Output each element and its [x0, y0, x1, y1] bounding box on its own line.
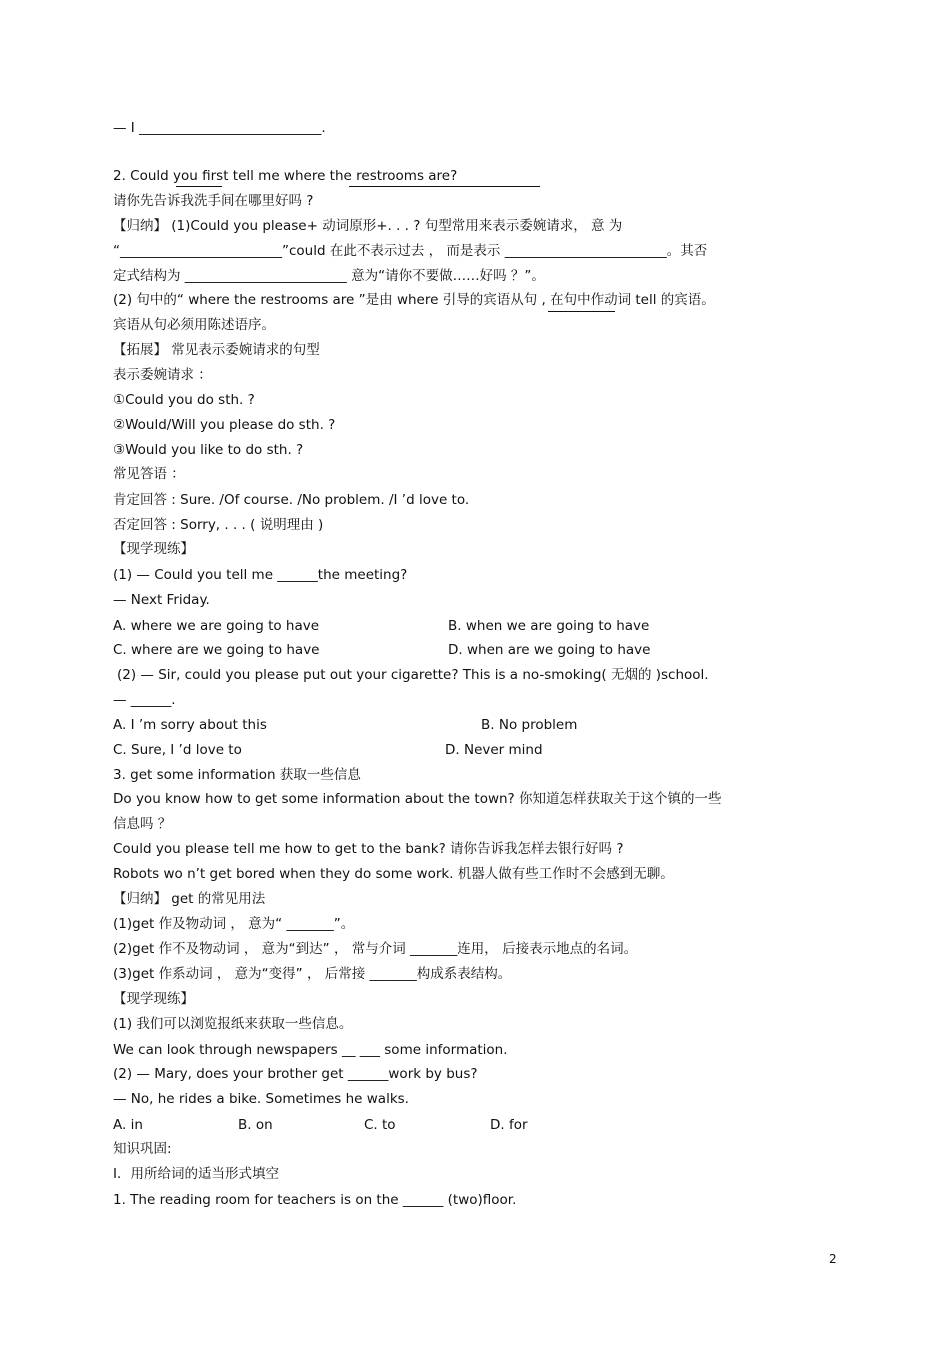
practice-q1: (1) — Could you tell me ______the meeting? — [113, 567, 408, 583]
choice-q1-a: A. where we are going to have — [113, 618, 320, 634]
get-summary-heading: 【归纳】 get 的常见用法 — [113, 891, 266, 907]
practice-q2-answer: — ______. — [113, 692, 176, 708]
choice-q3-d: D. for — [490, 1117, 528, 1133]
pattern-1: ①Could you do sth. ? — [113, 392, 255, 408]
choice-q3-c: C. to — [364, 1117, 396, 1133]
summary-line-5: 宾语从句必须用陈述语序。 — [113, 317, 275, 333]
section-1-instruction: Ⅰ．用所给词的适当形式填空 — [113, 1166, 279, 1182]
practice-2-q2-answer: — No, he rides a bike. Sometimes he walks. — [113, 1091, 409, 1107]
item-2-translation: 请你先告诉我洗手间在哪里好吗 ? — [113, 193, 314, 209]
item-3-heading: 3. get some information 获取一些信息 — [113, 767, 361, 783]
exercise-1: 1. The reading room for teachers is on the ______ (two)floor. — [113, 1192, 517, 1208]
item-3-example-2: Could you please tell me how to get to the bank? 请你告诉我怎样去银行好吗 ? — [113, 841, 624, 857]
underline-object-clause — [548, 311, 615, 312]
choice-q1-c: C. where are we going to have — [113, 642, 320, 658]
page-number: 2 — [829, 1252, 837, 1266]
choice-q1-b: B. when we are going to have — [448, 618, 650, 634]
item-3-example-1: Do you know how to get some information about the town? 你知道怎样获取关于这个镇的一些 — [113, 791, 722, 807]
choice-q2-a: A. I ’m sorry about this — [113, 717, 267, 733]
get-usage-1: (1)get 作及物动词 ， 意为“ _______”。 — [113, 916, 355, 932]
answer-blank-line: — I ___________________________. — [113, 120, 326, 136]
get-usage-2: (2)get 作不及物动词 ， 意为“到达” ， 常与介词 _______连用， 后接表示地点的名词。 — [113, 941, 638, 957]
common-replies-label: 常见答语 ： — [113, 466, 185, 482]
item-2-sentence: 2. Could you first tell me where the restrooms are? — [113, 168, 458, 184]
choice-q2-d: D. Never mind — [445, 742, 543, 758]
negative-reply: 否定回答 : Sorry, . . . ( 说明理由 ) — [113, 517, 324, 533]
choice-q2-c: C. Sure, I ’d love to — [113, 742, 242, 758]
practice-2-q1-english: We can look through newspapers __ ___ some information. — [113, 1042, 508, 1058]
underline-first — [176, 186, 222, 187]
practice-2-q2: (2) — Mary, does your brother get ______work by bus? — [113, 1066, 478, 1082]
choice-q3-b: B. on — [238, 1117, 273, 1133]
positive-reply: 肯定回答 : Sure. /Of course. /No problem. /I ’d love to. — [113, 492, 470, 508]
extension-heading: 【拓展】 常见表示委婉请求的句型 — [113, 342, 320, 358]
practice-heading-1: 【现学现练】 — [113, 541, 194, 557]
choice-q1-d: D. when are we going to have — [448, 642, 651, 658]
polite-request-label: 表示委婉请求 ： — [113, 367, 212, 383]
underline-restrooms — [349, 186, 540, 187]
summary-line-4: (2) 句中的“ where the restrooms are ”是由 where 引导的宾语从句 , 在句中作动词 tell 的宾语。 — [113, 292, 715, 308]
practice-q1-answer: — Next Friday. — [113, 592, 210, 608]
summary-line-3: 定式结构为 ________________________ 意为“请你不要做……好吗 ？”。 — [113, 268, 545, 284]
summary-line-2: “________________________”could 在此不表示过去 ， 而是表示 ________________________。其否 — [113, 243, 708, 259]
summary-line-1: 【归纳】 (1)Could you please+ 动词原形+. . . ? 句型常用来表示委婉请求， 意 为 — [113, 218, 623, 234]
practice-q2: (2) — Sir, could you please put out your cigarette? This is a no-smoking( 无烟的 )school. — [117, 667, 709, 683]
choice-q3-a: A. in — [113, 1117, 143, 1133]
practice-heading-2: 【现学现练】 — [113, 991, 194, 1007]
pattern-3: ③Would you like to do sth. ? — [113, 442, 304, 458]
practice-2-q1: (1) 我们可以浏览报纸来获取一些信息。 — [113, 1016, 353, 1032]
item-3-example-3: Robots wo n’t get bored when they do some work. 机器人做有些工作时不会感到无聊。 — [113, 866, 674, 882]
get-usage-3: (3)get 作系动词 ， 意为“变得” ， 后常接 _______构成系表结构。 — [113, 966, 512, 982]
knowledge-consolidation-heading: 知识巩固: — [113, 1141, 172, 1157]
item-3-example-1-cont: 信息吗 ？ — [113, 816, 172, 832]
pattern-2: ②Would/Will you please do sth. ? — [113, 417, 336, 433]
choice-q2-b: B. No problem — [481, 717, 578, 733]
